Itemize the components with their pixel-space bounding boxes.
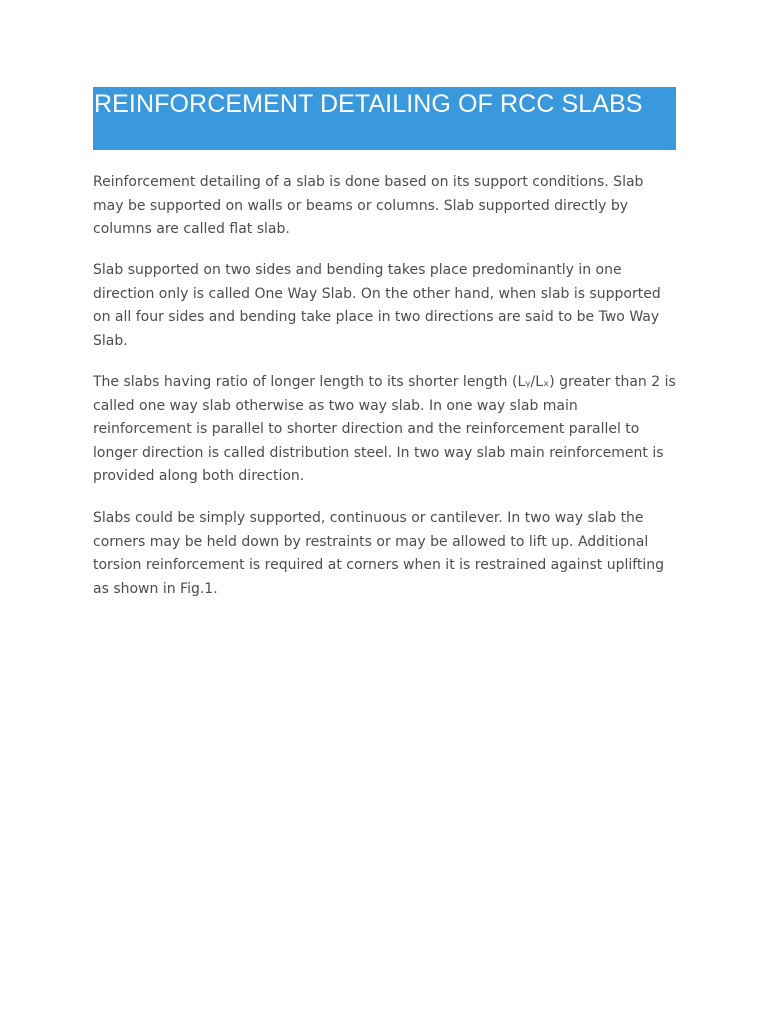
paragraph-one-way-two-way: Slab supported on two sides and bending takes place predominantly in one direction only is called One Way Slab. On the other hand, when slab is supported on all four sides and bending take place in two directions are said to be Two Way Slab.: [93, 262, 661, 349]
document-page: [93, 87, 677, 597]
title-banner: [93, 87, 676, 150]
paragraph-length-ratio: The slabs having ratio of longer length to its shorter length (Lᵧ/Lₓ) greater than 2 is called one way slab otherwise as two way slab. In one way slab main reinforcement is parallel to shorter direction and the reinforcement parallel to longer direction is called distribution steel. In two way slab main reinforcement is provided along both direction.: [93, 374, 676, 485]
paragraph-support-conditions: Reinforcement detailing of a slab is done based on its support conditions. Slab may be supported on walls or beams or columns. Slab supported directly by columns are called flat slab.: [93, 174, 644, 238]
paragraph-support-types: Slabs could be simply supported, continuous or cantilever. In two way slab the corners may be held down by restraints or may be allowed to lift up. Additional torsion reinforcement is required at corners when it is restrained against uplifting as shown in Fig.1.: [93, 510, 665, 597]
page-title: REINFORCEMENT DETAILING OF RCC SLABS: [94, 90, 643, 118]
